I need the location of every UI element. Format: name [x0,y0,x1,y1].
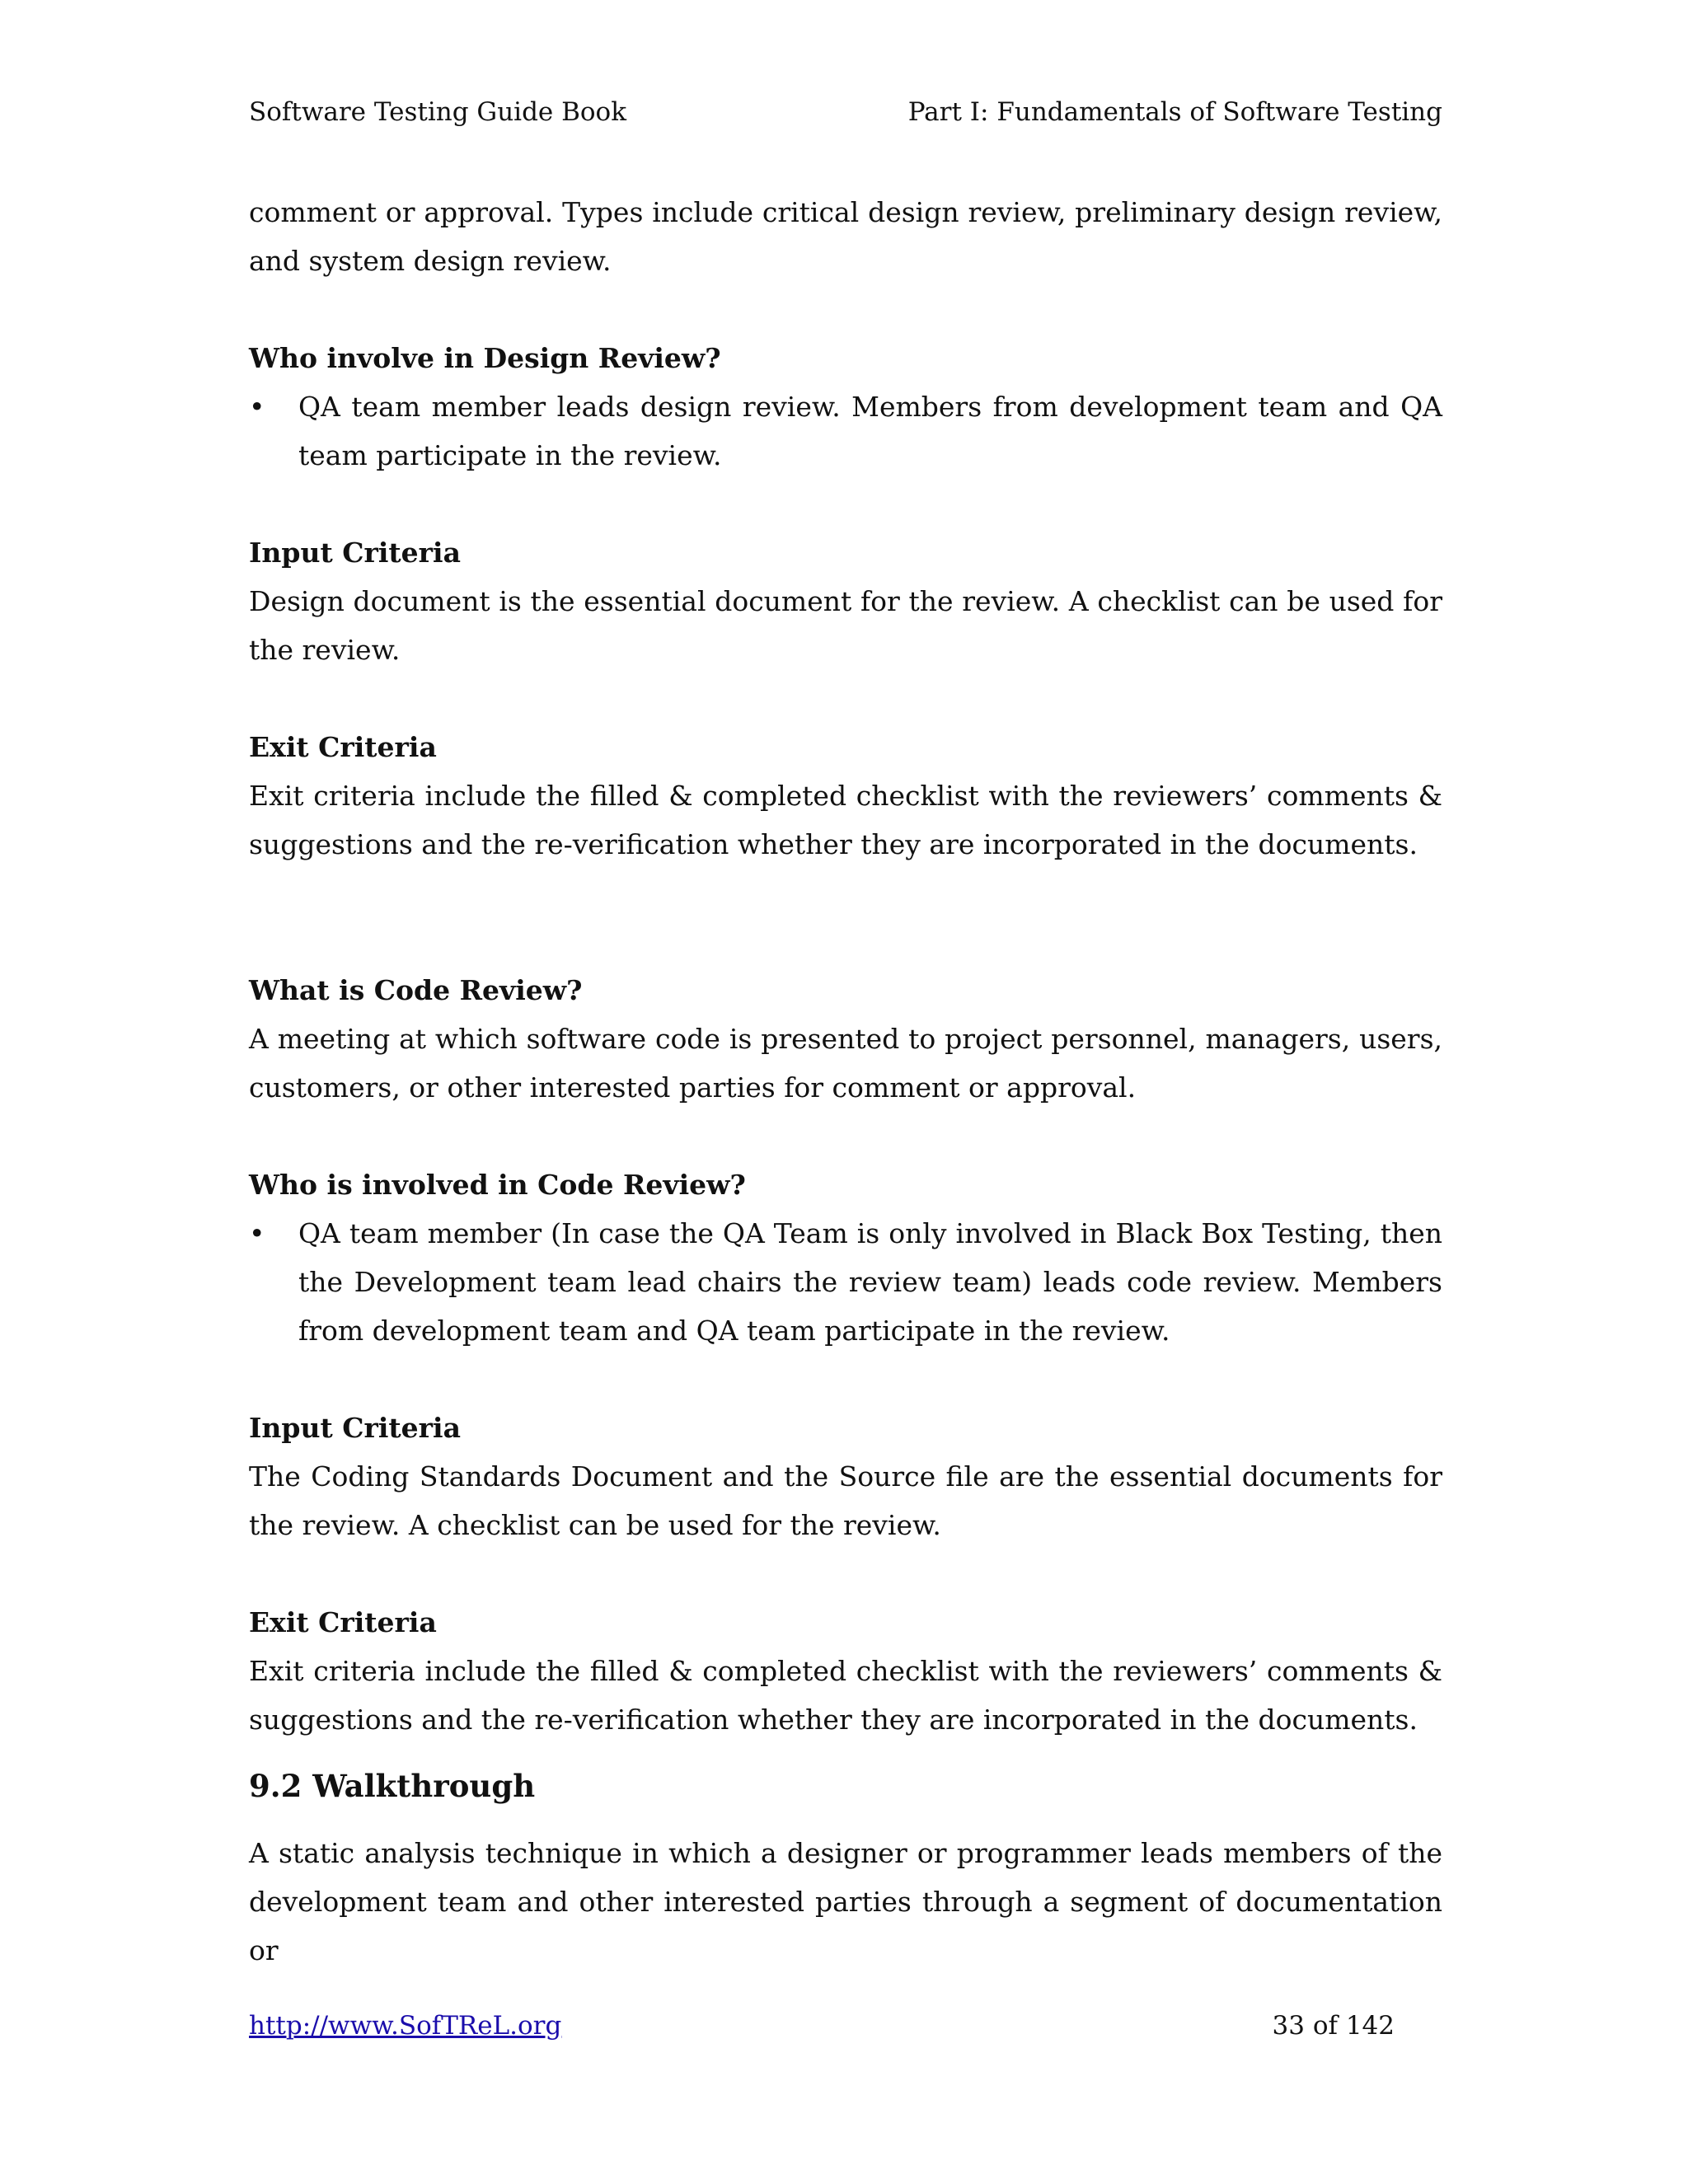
code-exit-heading: Exit Criteria [249,1606,437,1638]
code-input-heading: Input Criteria [249,1412,461,1444]
page-footer [249,2011,1395,2041]
code-input-paragraph: The Coding Standards Document and the Source file are the essential documents for the review. A checklist can be used for the review. [249,1460,1442,1541]
page-header [249,97,1442,127]
footer-website-link[interactable]: http://www.SofTReL.org [249,2011,562,2041]
code-who-list [249,1209,1442,1355]
design-exit-paragraph: Exit criteria include the filled & completed checklist with the reviewers’ comments & suggestions and the re-verification whether they are incorporated in the documents. [249,780,1442,860]
walkthrough-heading: 9.2 Walkthrough [249,1768,536,1804]
design-input-heading: Input Criteria [249,537,461,569]
list-item: • QA team member leads design review. Members from development team and QA team participate in the review. [249,382,1442,480]
list-item: • QA team member (In case the QA Team is only involved in Black Box Testing, then the Development team lead chairs the review team) leads code review. Members from development team and QA team participate in the review. [249,1209,1442,1355]
header-part-title: Part I: Fundamentals of Software Testing [907,97,1442,127]
design-who-heading: Who involve in Design Review? [249,342,721,374]
code-what-paragraph: A meeting at which software code is presented to project personnel, managers, users, customers, or other interested parties for comment or approval. [249,1023,1442,1104]
design-exit-heading: Exit Criteria [249,731,437,763]
page-content [249,188,1442,1975]
intro-paragraph: comment or approval. Types include critical design review, preliminary design review, and system design review. [249,196,1442,277]
design-who-list [249,382,1442,480]
code-what-heading: What is Code Review? [249,974,583,1006]
header-book-title: Software Testing Guide Book [249,97,627,127]
walkthrough-paragraph: A static analysis technique in which a designer or programmer leads members of the development team and other interested parties through a segment of documentation or [249,1837,1442,1966]
code-who-heading: Who is involved in Code Review? [249,1169,746,1201]
design-input-paragraph: Design document is the essential document for the review. A checklist can be used for the review. [249,585,1442,666]
code-exit-paragraph: Exit criteria include the filled & completed checklist with the reviewers’ comments & suggestions and the re-verification whether they are incorporated in the documents. [249,1655,1442,1736]
page-number: 33 of 142 [1272,2011,1395,2041]
